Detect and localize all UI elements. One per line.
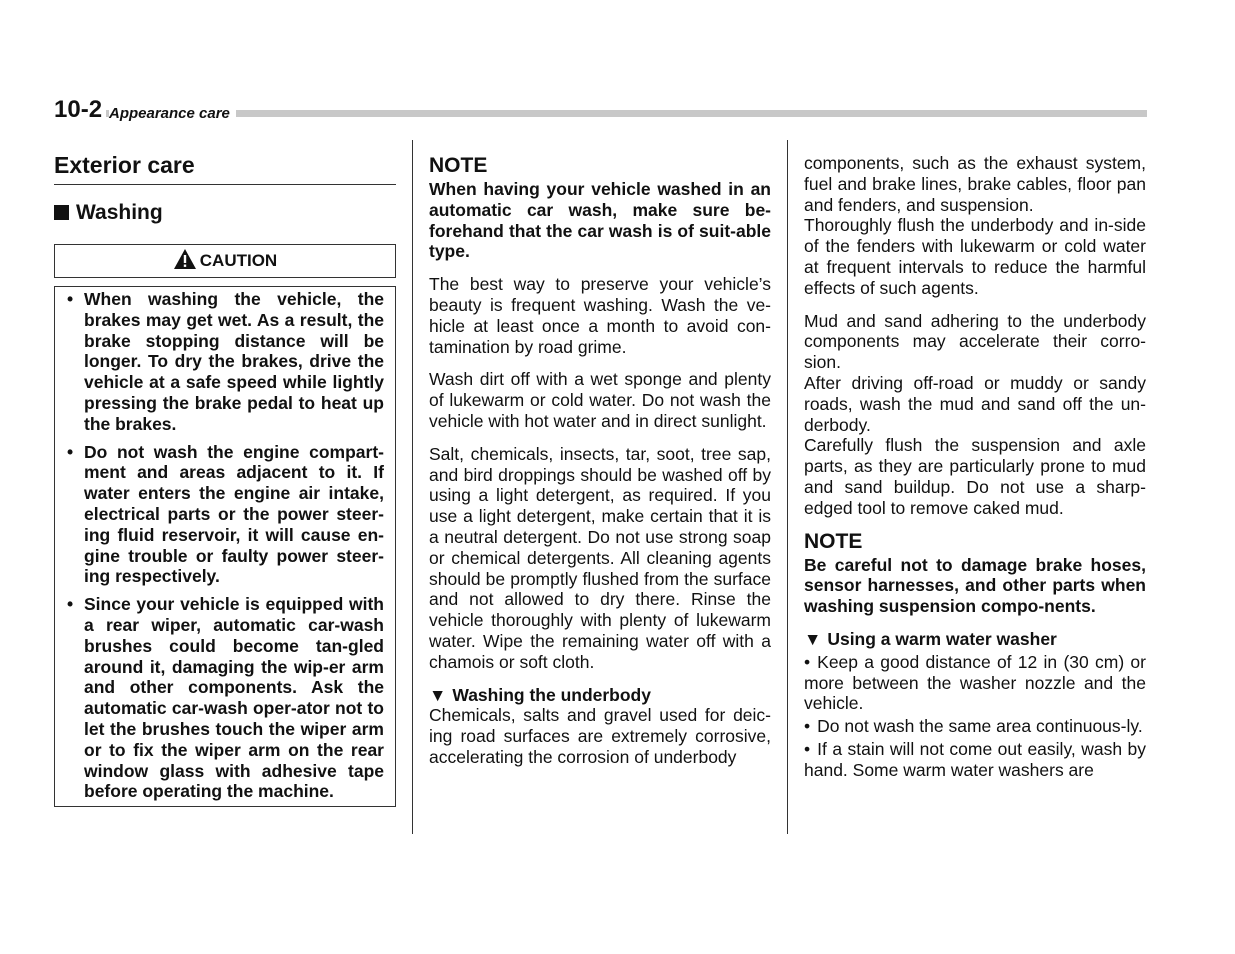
square-bullet-icon xyxy=(54,205,69,220)
page-number: 10-2 xyxy=(54,96,106,124)
note-text: Be careful not to damage brake hoses, sensor harnesses, and other parts when washing suspension compo-nents. xyxy=(804,554,1146,617)
bullet-item: • If a stain will not come out easily, wash by hand. Some warm water washers are xyxy=(804,738,1146,780)
bullet-item: • Do not wash the same area continuous-ly. xyxy=(804,716,1143,737)
paragraph: components, such as the exhaust system, fuel and brake lines, brake cables, floor pan and fenders, and suspension. xyxy=(804,153,1146,215)
paragraph: Chemicals, salts and gravel used for deic-ing road surfaces are extremely corrosive, accelerating the corrosion of underbody xyxy=(429,705,771,767)
bullet-icon: • xyxy=(804,651,811,672)
note-heading: NOTE xyxy=(429,154,488,177)
subheading-underbody xyxy=(429,685,771,706)
page-header xyxy=(54,96,1147,126)
caution-label: CAUTION xyxy=(199,251,278,270)
paragraph: Thoroughly flush the underbody and in-side of the fenders with lukewarm or cold water at frequent intervals to reduce the harmful effects of such agents. xyxy=(804,215,1146,298)
paragraph: Wash dirt off with a wet sponge and plenty of lukewarm or cold water. Do not wash the vehicle with hot water and in direct sunlight. xyxy=(429,369,771,431)
caution-content xyxy=(54,286,396,807)
paragraph: After driving off-road or muddy or sandy roads, wash the mud and sand off the un-derbody. xyxy=(804,372,1146,435)
caution-item: • Do not wash the engine compart-ment and areas adjacent to it. If water enters the engine air intake, electrical parts or the power steer-ing fluid reservoir, it will cause en-gine trouble or faulty power steer-ing respectively. xyxy=(66,442,384,588)
column-middle xyxy=(429,153,771,768)
paragraph: Mud and sand adhering to the underbody components may accelerate their corro-sion. xyxy=(804,310,1146,373)
subheading-label: Using a warm water washer xyxy=(827,628,1057,649)
column-divider xyxy=(412,140,413,834)
subheading-warm-washer xyxy=(804,629,1146,650)
note-heading: NOTE xyxy=(804,529,863,553)
triangle-down-icon: ▼ xyxy=(804,628,822,649)
column-left xyxy=(54,150,396,807)
paragraph: Carefully flush the suspension and axle parts, as they are particularly prone to mud and sand buildup. Do not use a sharp-edged tool to remove caked mud. xyxy=(804,435,1146,518)
caution-item: • Since your vehicle is equipped with a rear wiper, automatic car-wash brushes could become tan-gled around it, damaging the wip-er arm and other components. Ask the automatic car-wash oper-ator not to let the brushes touch the wiper arm or to fix the wiper arm on the rear window glass with adhesive tape before operating the machine. xyxy=(66,594,384,802)
bullet-icon: • xyxy=(804,738,811,759)
section-name: Appearance care xyxy=(109,105,236,123)
bullet-icon: • xyxy=(804,716,811,737)
subsection-heading xyxy=(54,200,396,226)
triangle-down-icon: ▼ xyxy=(429,684,447,705)
paragraph: The best way to preserve your vehicle’s beauty is frequent washing. Wash the ve-hicle at least once a month to avoid con-tamination by road grime. xyxy=(429,274,771,357)
note-text: When having your vehicle washed in an automatic car wash, make sure be-forehand that the car wash is of suit-able type. xyxy=(429,179,771,262)
caution-item: • When washing the vehicle, the brakes may get wet. As a result, the brake stopping distance will be longer. To dry the brakes, drive the vehicle at a safe speed while lightly pressing the brake pedal to heat up the brakes. xyxy=(66,289,384,435)
bullet-item: • Keep a good distance of 12 in (30 cm) or more between the washer nozzle and the vehicle. xyxy=(804,651,1146,714)
subsection-label: Washing xyxy=(76,201,163,224)
subheading-label: Washing the underbody xyxy=(452,684,651,705)
paragraph: Salt, chemicals, insects, tar, soot, tree sap, and bird droppings should be washed off by using a light detergent, as required. If you use a light detergent, make certain that it is a neutral detergent. Do not use strong soap or chemical detergents. All cleaning agents should be promptly flushed from the surface and not allowed to dry there. Rinse the vehicle thoroughly with plenty of lukewarm water. Wipe the remaining water off with a chamois or soft cloth. xyxy=(429,443,771,672)
section-title: Exterior care xyxy=(54,150,396,185)
column-divider xyxy=(787,140,788,834)
warning-icon xyxy=(173,248,197,270)
caution-header xyxy=(54,244,396,278)
column-right xyxy=(804,153,1146,781)
